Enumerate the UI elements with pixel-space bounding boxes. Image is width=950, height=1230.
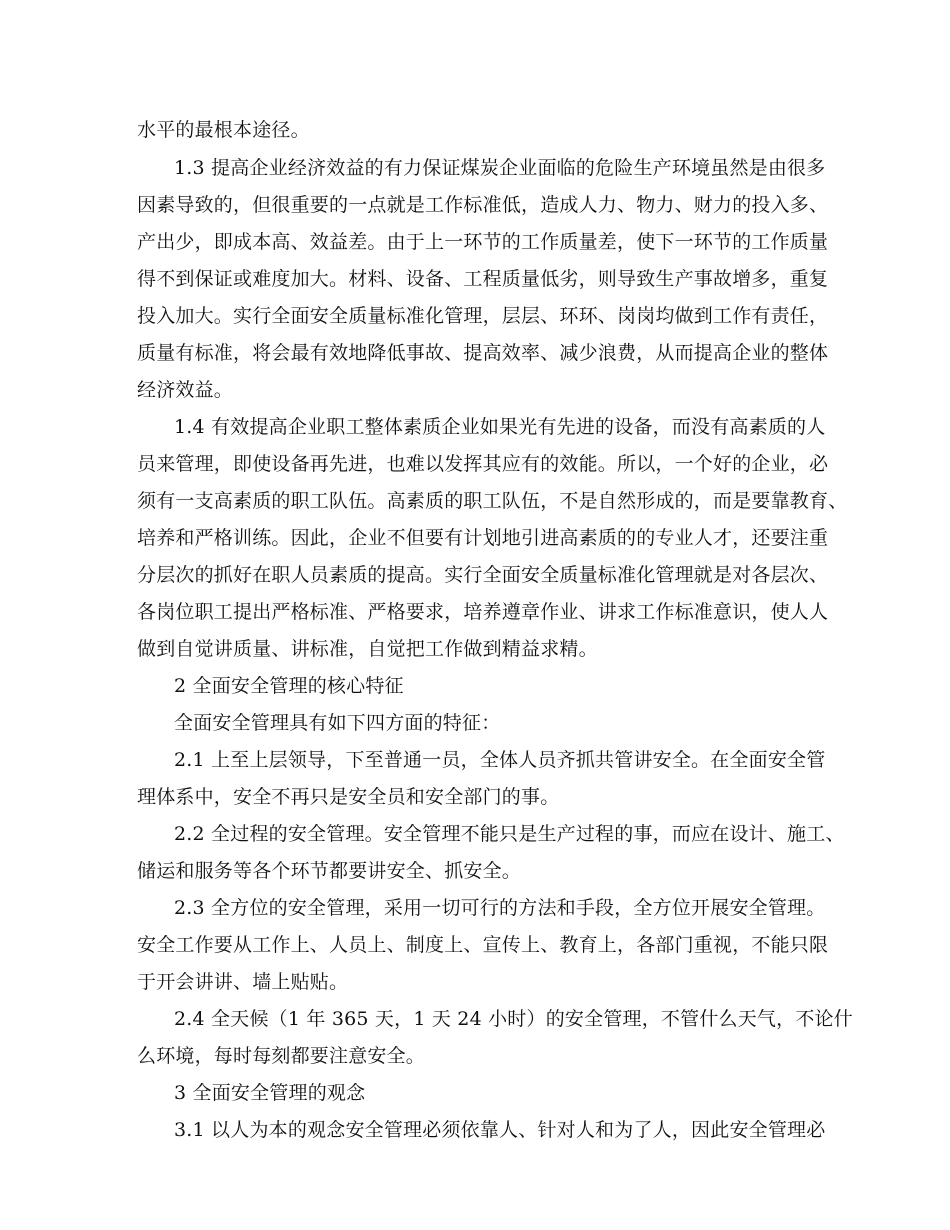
text-line: 安全工作要从工作上、人员上、制度上、宣传上、教育上，各部门重视，不能只限: [137, 934, 829, 956]
text-line: 做到自觉讲质量、讲标准，自觉把工作做到精益求精。: [137, 638, 598, 660]
paragraph-2-2: 2.2 全过程的安全管理。安全管理不能只是生产过程的事，而应在设计、施工、: [174, 823, 845, 845]
text-line: 于开会讲讲、墙上贴贴。: [137, 971, 349, 993]
text-line: 分层次的抓好在职人员素质的提高。实行全面安全质量标准化管理就是对各层次、: [137, 564, 829, 586]
text-line: 因素导致的，但很重要的一点就是工作标准低，造成人力、物力、财力的投入多、: [137, 194, 829, 216]
paragraph-2-4: 2.4 全天候（1 年 365 天，1 天 24 小时）的安全管理，不管什么天气，不论什: [174, 1008, 853, 1030]
text-line: 质量有标准，将会最有效地降低事故、提高效率、减少浪费，从而提高企业的整体: [137, 342, 829, 364]
text-line: 水平的最根本途径。: [137, 119, 310, 141]
text-line: 么环境，每时每刻都要注意安全。: [137, 1045, 426, 1067]
paragraph-1-3: 1.3 提高企业经济效益的有力保证煤炭企业面临的危险生产环境虽然是由很多: [174, 157, 826, 179]
text-line: 得不到保证或难度加大。材料、设备、工程质量低劣，则导致生产事故增多，重复: [137, 268, 829, 290]
section-heading-3: 3 全面安全管理的观念: [174, 1082, 366, 1104]
text-line: 培养和严格训练。因此，企业不但要有计划地引进高素质的的专业人才，还要注重: [137, 527, 829, 549]
paragraph-2-3: 2.3 全方位的安全管理，采用一切可行的方法和手段，全方位开展安全管理。: [174, 897, 826, 919]
text-line: 储运和服务等各个环节都要讲安全、抓安全。: [137, 860, 522, 882]
text-line: 产出少，即成本高、效益差。由于上一环节的工作质量差，使下一环节的工作质量: [137, 231, 829, 253]
paragraph-2-1: 2.1 上至上层领导，下至普通一员，全体人员齐抓共管讲安全。在全面安全管: [174, 749, 826, 771]
text-line: 须有一支高素质的职工队伍。高素质的职工队伍，不是自然形成的，而是要靠教育、: [137, 490, 848, 512]
text-line: 全面安全管理具有如下四方面的特征：: [174, 712, 501, 734]
text-line: 理体系中，安全不再只是安全员和安全部门的事。: [137, 786, 560, 808]
text-line: 员来管理，即使设备再先进，也难以发挥其应有的效能。所以，一个好的企业，必: [137, 453, 829, 475]
section-heading-2: 2 全面安全管理的核心特征: [174, 675, 404, 697]
paragraph-3-1: 3.1 以人为本的观念安全管理必须依靠人、针对人和为了人，因此安全管理必: [174, 1119, 826, 1141]
text-line: 投入加大。实行全面安全质量标准化管理，层层、环环、岗岗均做到工作有责任，: [137, 305, 829, 327]
paragraph-1-4: 1.4 有效提高企业职工整体素质企业如果光有先进的设备，而没有高素质的人: [174, 416, 826, 438]
text-line: 各岗位职工提出严格标准、严格要求，培养遵章作业、讲求工作标准意识，使人人: [137, 601, 829, 623]
text-line: 经济效益。: [137, 379, 234, 401]
